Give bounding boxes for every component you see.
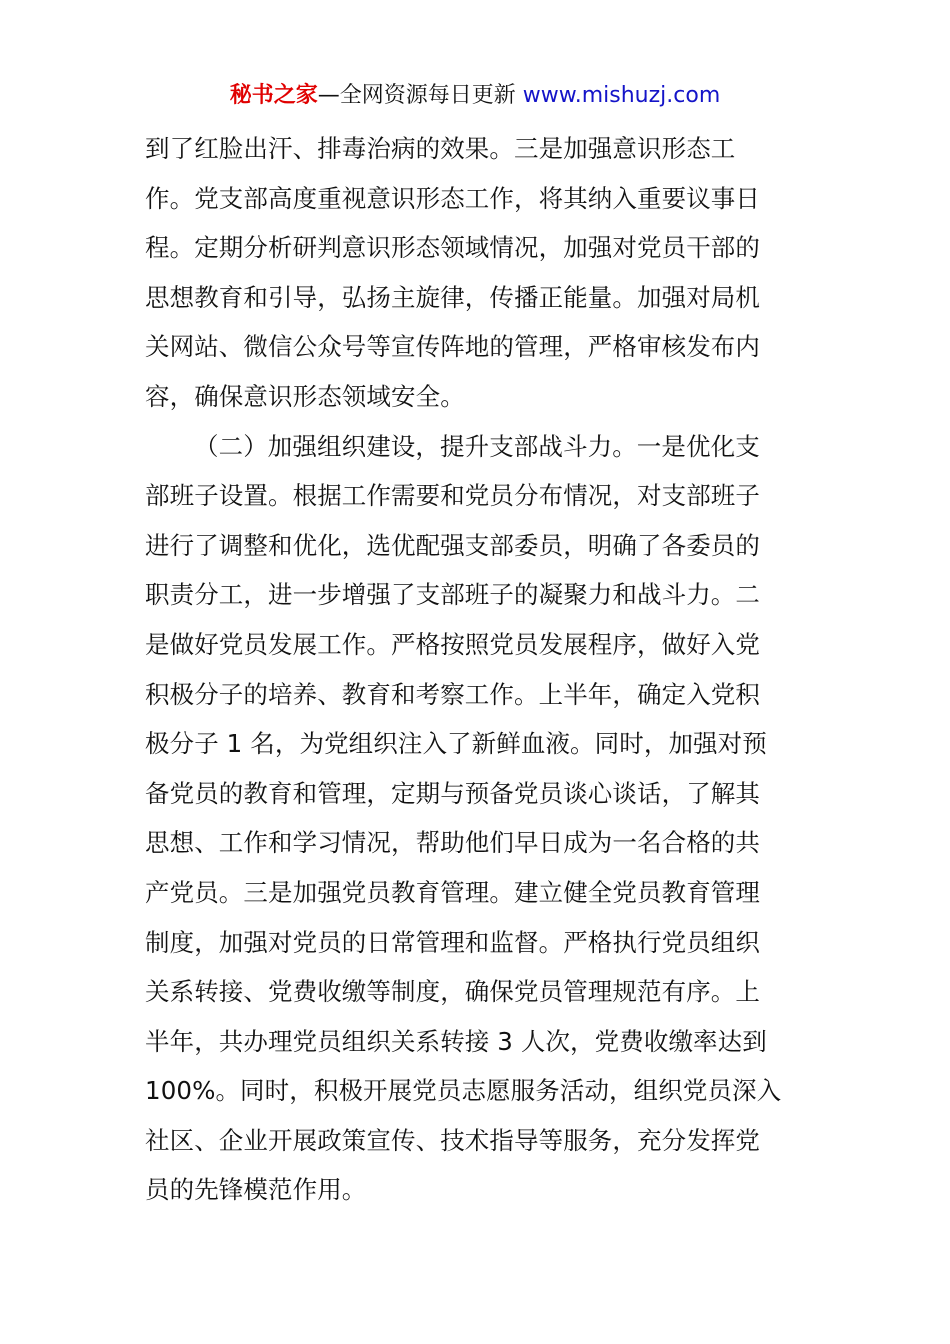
text-line: 产党员。三是加强党员教育管理。建立健全党员教育管理 — [145, 877, 760, 907]
text-line: 思想教育和引导，弘扬主旋律，传播正能量。加强对局机 — [145, 282, 760, 312]
text-line: 部班子设置。根据工作需要和党员分布情况，对支部班子 — [145, 481, 760, 511]
text-line: 积极分子的培养、教育和考察工作。上半年，确定入党积 — [145, 679, 760, 709]
text-line: 半年，共办理党员组织关系转接 3 人次，党费收缴率达到 — [145, 1026, 767, 1056]
text-line: 关系转接、党费收缴等制度，确保党员管理规范有序。上 — [145, 977, 760, 1007]
text-line: 到了红脸出汗、排毒治病的效果。三是加强意识形态工 — [145, 134, 736, 163]
section-heading-line: （二）加强组织建设，提升支部战斗力。一是优化支 — [194, 431, 760, 461]
text-line: 100%。同时，积极开展党员志愿服务活动，组织党员深入 — [145, 1076, 782, 1106]
text-line: 备党员的教育和管理，定期与预备党员谈心谈话，了解其 — [145, 778, 760, 808]
text-line: 容，确保意识形态领域安全。 — [145, 381, 465, 411]
text-line: 作。党支部高度重视意识形态工作，将其纳入重要议事日 — [145, 183, 760, 213]
text-line: 员的先锋模范作用。 — [145, 1175, 367, 1205]
site-tagline: —全网资源每日更新 — [317, 83, 516, 108]
text-line: 思想、工作和学习情况，帮助他们早日成为一名合格的共 — [145, 828, 760, 858]
text-line: 社区、企业开展政策宣传、技术指导等服务，充分发挥党 — [145, 1125, 760, 1155]
text-line: 极分子 1 名，为党组织注入了新鲜血液。同时，加强对预 — [145, 729, 767, 759]
site-url-link[interactable]: www.mishuzj.com — [522, 83, 721, 108]
text-line: 职责分工，进一步增强了支部班子的凝聚力和战斗力。二 — [145, 580, 760, 610]
text-line: 是做好党员发展工作。严格按照党员发展程序，做好入党 — [145, 629, 760, 659]
text-line: 进行了调整和优化，选优配强支部委员，明确了各委员的 — [145, 530, 760, 560]
page-header — [0, 80, 950, 112]
text-line: 关网站、微信公众号等宣传阵地的管理，严格审核发布内 — [145, 332, 760, 362]
site-brand: 秘书之家 — [229, 83, 318, 108]
text-line: 程。定期分析研判意识形态领域情况，加强对党员干部的 — [145, 233, 760, 263]
document-body — [145, 124, 810, 1215]
text-line: 制度，加强对党员的日常管理和监督。严格执行党员组织 — [145, 927, 760, 957]
